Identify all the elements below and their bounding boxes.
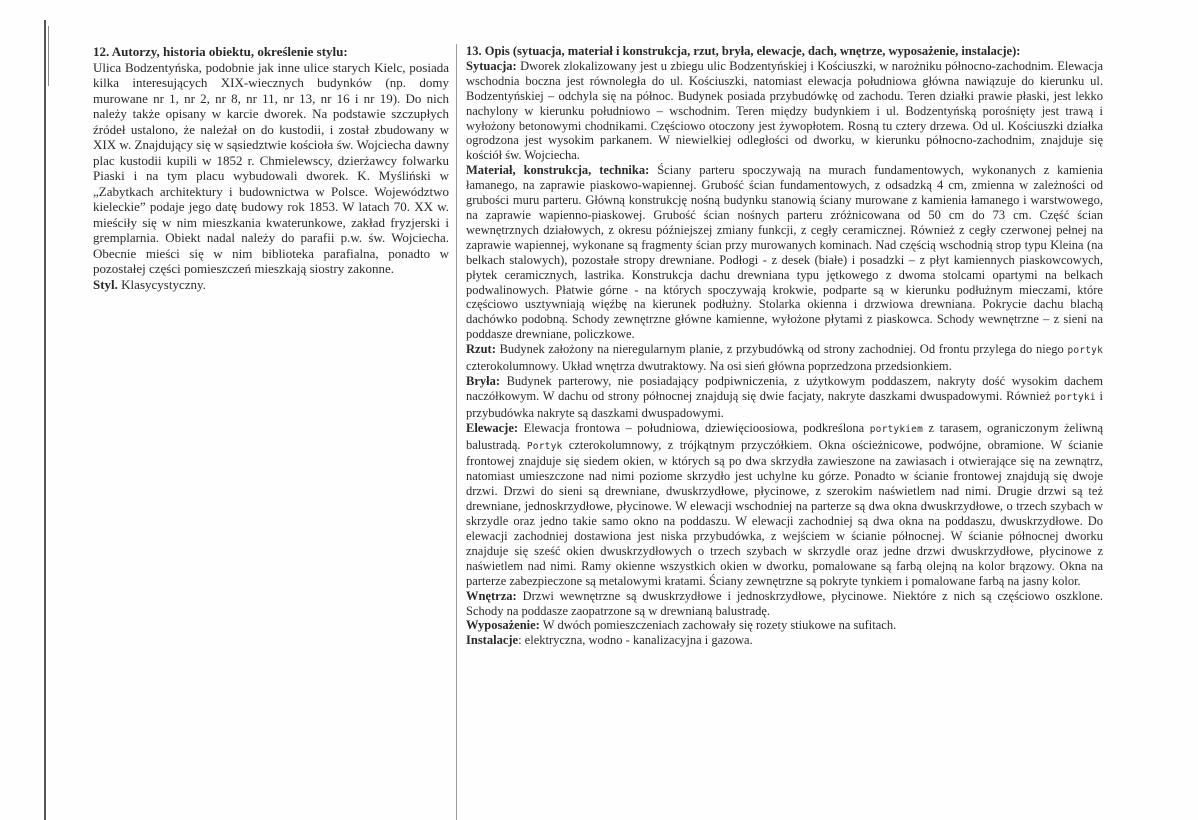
elewacje-typed-word-2: Portyk [526,440,563,452]
bryla-label: Bryła: [466,373,501,388]
rzut-text-a: Budynek założony na nieregularnym planie, z przybudówką od strony zachodniej. Od frontu przylega do niego [495,342,1068,357]
instalacje-label: Instalacje [466,633,519,648]
material-paragraph [466,163,1103,342]
bryla-text-b: i przybudówka nakryte są daszkami dwuspadowymi. [466,388,1103,420]
material-label: Materiał, konstrukcja, technika: [466,163,650,178]
instalacje-text: : elektryczna, wodno - kanalizacyjna i gazowa. [518,633,753,648]
elewacje-paragraph [466,421,1103,589]
elewacje-label: Elewacje: [466,420,519,435]
section-13 [466,44,1103,648]
style-value: Klasycystyczny. [117,276,206,292]
style-label: Styl. [93,276,118,292]
style-line [93,277,449,293]
section-13-heading: 13. Opis (sytuacja, materiał i konstrukcja, rzut, bryła, elewacje, dach, wnętrze, wyposażenie, instalacje): [466,44,1021,58]
bryla-text-a: Budynek parterowy, nie posiadający podpiwniczenia, z użytkowym poddaszem, nakryty dość wysokim dachem naczółkowym. W dachu od strony północnej znajdują się dwie facjaty, nakryte daszkami dwuspadowymi. Również [466,373,1103,403]
elewacje-text-c: czterokolumnowy, z trójkątnym przyczółkiem. Okna ościeżnicowe, podwójne, obramione. W ścianie frontowej znajduje się siedem okien, w których są po dwa skrzydła zawieszone na zawiasach i otwierające się na zewnątrz, natomiast umieszczone nad nimi poziome skrzydło jest uchylne ku górze. Ponadto w ścianie frontowej znajdują się dwoje drzwi. Drzwi do sieni są drewniane, dwuskrzydłowe, płycinowe, z szerokim naświetlem nad nimi. Drugie drzwi są też drewniane, jednoskrzydłowe, płycinowe. W elewacji wschodniej na parterze są dwa okna dwuskrzydłowe, o trzech szybach w skrzydle oraz jedno takie samo okno na poddaszu. W elewacji zachodniej są dwa okna na poddaszu, dwuskrzydłowe. Do elewacji zachodniej dostawiona jest niska przybudówka, z wejściem w ścianie północnej. W ścianie północnej dworku znajduje się sześć okien dwuskrzydłowych o trzech szybach w skrzydle oraz jedne drzwi dwuskrzydłowe, płycinowe z naświetlem nad nimi. Ramy okienne wszystkich okien w dworku, pomalowane są farbą olejną na kolor brązowy. Okna na parterze zabezpieczone są metalowymi kratami. Ściany zewnętrzne są pokryte tynkiem i pomalowane farbą na jasny kolor. [466,437,1103,588]
wnetrza-paragraph [466,589,1103,619]
rzut-paragraph [466,342,1103,374]
bryla-typed-word: portyki [1054,391,1096,403]
wnetrza-text: Drzwi wewnętrzne są dwuskrzydłowe i jednoskrzydłowe, płycinowe. Niektóre z nich są częściowo oszklone. Schody na poddasze zaopatrzone są w drewnianą balustradę. [466,588,1103,618]
wyposazenie-text: W dwóch pomieszczeniach zachowały się rozety stiukowe na sufitach. [539,618,897,633]
elewacje-text-b: z tarasem, ograniczonym żeliwną balustradą. [466,420,1103,452]
instalacje-paragraph [466,633,1103,648]
bryla-paragraph [466,374,1103,421]
page-edge-mark [48,26,49,86]
wnetrza-label: Wnętrza: [466,588,517,603]
section-12-body: Ulica Bodzentyńska, podobnie jak inne ulice starych Kielc, posiada kilka interesujących XIX-wiecznych budynków (np. domy murowane nr 1, nr 2, nr 8, nr 11, nr 13, nr 16 i nr 19). Do nich należy także opisany w karcie dworek. Na podstawie szczupłych źródeł ustalono, że należał on do kustodii, i został zbudowany w XIX w. Znajdujący się w sąsiedztwie kościoła św. Wojciecha dawny plac kustodii kupili w 1852 r. Chmielewscy, dzierżawcy folwarku Piaski i na tym placu wybudowali dworek. K. Myśliński w „Zabytkach architektury i budownictwa w Polsce. Województwo kieleckie” podaje jego datę budowy rok 1853. W latach 70. XX w. mieściły się w nim mieszkania kwaterunkowe, zakład fryzjerski i gremplarnia. Obiekt nadal należy do parafii p.w. św. Wojciecha. Obecnie mieści się w nim biblioteka parafialna, ponadto w pozostałej części pomieszczeń mieszkają siostry zakonne. [93,59,449,276]
sytuacja-paragraph [466,59,1103,163]
elewacje-typed-word-1: portykiem [869,423,924,435]
rzut-label: Rzut: [466,342,496,357]
section-12-heading: 12. Autorzy, historia obiektu, określenie stylu: [93,44,348,59]
column-divider [456,44,457,820]
sytuacja-text: Dworek zlokalizowany jest u zbiegu ulic Bodzentyńskiej i Kościuszki, w narożniku północno-zachodnim. Elewacja wschodnia boczna jest równoległa do ul. Kościuszki, natomiast elewacja południowa główna nawiązuje do kierunku ul. Bodzentyńskiej – odchyla się na północ. Budynek posiada przybudówkę od zachodu. Teren działki prawie płaski, jest lekko nachylony w kierunku południowo – wschodnim. Teren między budynkiem i ul. Bodzentyńską porośnięty jest trawą i wyłożony betonowymi chodnikami. Częściowo otoczony jest żywopłotem. Rosną tu cztery drzewa. Od ul. Kościuszki działka ogrodzona jest wysokim parkanem. W niewielkiej odległości od dworku, w kierunku północno-zachodnim, znajduje się kościół św. Wojciecha. [466,58,1103,163]
wyposazenie-label: Wyposażenie: [466,618,540,633]
sytuacja-label: Sytuacja: [466,58,517,73]
wyposazenie-paragraph [466,618,1103,633]
rzut-typed-word: portyk [1067,345,1103,357]
rzut-text-b: czterokolumnowy. Układ wnętrza dwutraktowy. Na osi sień główna poprzedzona przedsionkiem. [466,359,952,374]
elewacje-text-a: Elewacja frontowa – południowa, dziewięcioosiowa, podkreślona [518,420,870,435]
section-12 [93,44,449,292]
page-edge-line [44,20,46,820]
material-text: Ściany parteru spoczywają na murach fundamentowych, wykonanych z kamienia łamanego, na zaprawie piaskowo-wapiennej. Grubość ścian fundamentowych, z odsadzką 4 cm, zmienna w zależności od grubości muru parteru. Główną konstrukcję nośną budynku stanowią ściany murowane z kamienia łamanego i warstwowego, na zaprawie wapienno-piaskowej. Grubość ścian nośnych parteru zróżnicowana od 50 cm do 73 cm. Część ścian wewnętrznych działowych, z okresu późniejszej zmiany funkcji, z cegły ceramicznej. Również z cegły czerwonej pełnej na zaprawie wapiennej, wykonane są fragmenty ścian przy murowanych kominach. Nad częścią wschodnią strop typu Kleina (na belkach stalowych), pozostałe stropy drewniane. Podłogi - z desek (białe) i posadzki – z płyt kamiennych piaskowcowych, płytek ceramicznych, lastrika. Konstrukcja dachu drewniana typu jętkowego z dwoma stolcami opartymi na belkach podwalinowych. Płatwie górne - na których spoczywają krokwie, podparte są w kierunku podłużnym mieczami, które częściowo usztywniają więźbę na kierunek podłużny. Stolarka okienna i drzwiowa drewniana. Pokrycie dachu blachą dachówko podobną. Schody zewnętrzne główne kamienne, wyłożone płytami z piaskowca. Schody wewnętrzne – z sieni na poddasze drewniane, policzkowe. [466,163,1103,342]
